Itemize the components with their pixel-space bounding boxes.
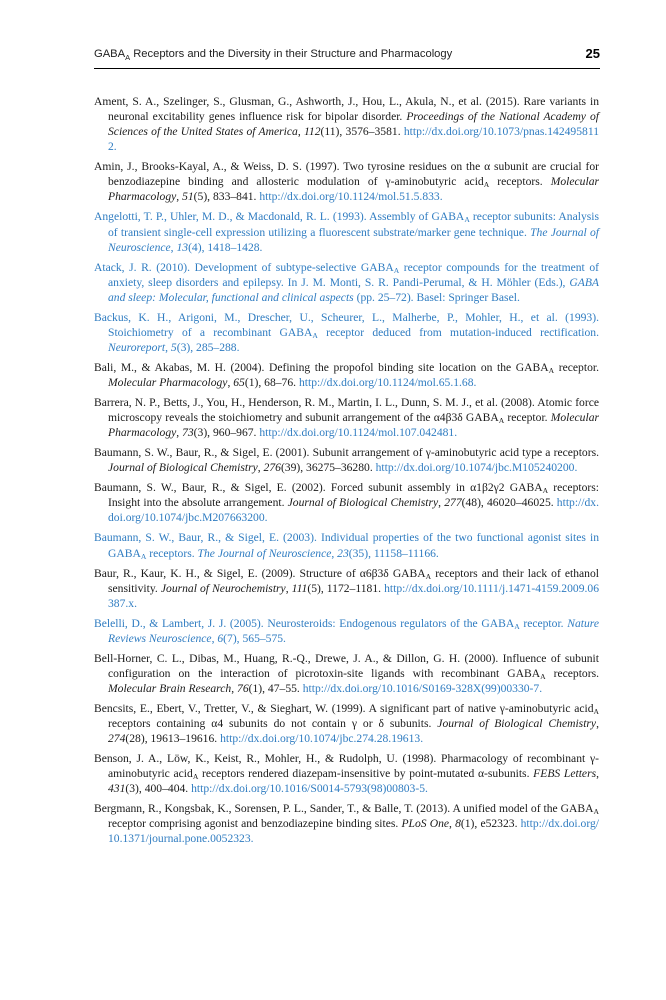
ref-end: . xyxy=(113,140,117,154)
ref-subscript: A xyxy=(542,486,549,496)
page-number: 25 xyxy=(585,46,600,61)
ref-rest: (39), 36275–36280. xyxy=(280,461,376,475)
ref-journal: Journal of Biological Chemistry xyxy=(108,461,258,475)
ref-text: Atack, J. R. (2010). Development of subtype-selective GABA xyxy=(94,260,394,274)
ref-sep: , xyxy=(170,240,177,254)
ref-rest: (5), 833–841. xyxy=(193,190,260,204)
ref-text: Baumann, S. W., Baur, R., & Sigel, E. (2001). Subunit arrangement of γ-aminobutyric acid type a receptors. xyxy=(94,446,599,460)
ref-text: receptor. xyxy=(504,411,551,425)
ref-text: Benson, J. A., Löw, K., Keist, R., Mohler, H., & Rudolph, U. (1998). Pharmacology of recombinant γ-aminobutyric acid xyxy=(94,752,599,781)
running-title xyxy=(94,48,452,62)
ref-text: Bell-Horner, C. L., Dibas, M., Huang, R.-Q., Drewe, J. A., & Dillon, G. H. (2000). Influence of subunit configuration on the interaction of picrotoxin-site ligands with recombinant GABA xyxy=(94,651,599,680)
reference-baur xyxy=(94,566,599,611)
running-title-sub: A xyxy=(125,53,131,63)
ref-rest: (35), 11158–11166. xyxy=(348,546,439,560)
reference-angelotti[interactable] xyxy=(94,209,599,254)
ref-end: . xyxy=(473,376,477,390)
ref-rest: (1), e52323. xyxy=(460,817,521,831)
ref-end: . xyxy=(420,732,424,746)
reference-ament xyxy=(94,94,599,154)
running-title-pre: GABA xyxy=(94,48,126,60)
ref-volume: 65 xyxy=(233,376,245,390)
doi-link[interactable]: http://dx.doi.org/10.1074/jbc.M207663200 xyxy=(108,496,599,525)
ref-subscript: A xyxy=(464,215,470,225)
ref-sep: , xyxy=(176,190,183,204)
ref-text: receptor compounds for the treatment of anxiety, sleep disorders and epilepsy. In J. M. Monti, S. R. Pandi-Perumal, & H. Möhler (Eds.), xyxy=(108,260,599,289)
reference-bergmann xyxy=(94,801,599,846)
ref-volume: 5 xyxy=(170,340,177,354)
ref-rest: (pp. 25–72). Basel: Springer Basel. xyxy=(353,290,520,304)
reference-bali xyxy=(94,360,599,390)
ref-journal: Neuroreport xyxy=(108,340,166,354)
reference-benson xyxy=(94,751,599,796)
doi-link[interactable]: http://dx.doi.org/10.1124/mol.51.5.833 xyxy=(259,190,440,204)
ref-journal: Proceedings of the National Academy of Sciences of the United States of America xyxy=(108,110,599,139)
ref-text: Bencsits, E., Ebert, V., Tretter, V., & Sieghart, W. (1999). A significant part of native γ-aminobutyric acid xyxy=(94,701,594,715)
ref-sep: , xyxy=(438,496,445,510)
doi-link[interactable]: http://dx.doi.org/10.1073/pnas.1424958112 xyxy=(108,125,599,154)
doi-link[interactable]: http://dx.doi.org/10.1074/jbc.M105240200 xyxy=(375,461,575,475)
ref-text: Angelotti, T. P., Uhler, M. D., & Macdonald, R. L. (1993). Assembly of GABA xyxy=(94,210,465,224)
ref-volume: 112 xyxy=(303,125,321,139)
reference-baumann-2002 xyxy=(94,480,599,525)
ref-text: receptors: Insight into the absolute arrangement. xyxy=(108,481,599,510)
doi-link[interactable]: http://dx.doi.org/10.1111/j.1471-4159.2009.06387.x xyxy=(108,581,599,610)
ref-rest: (7), 565–575. xyxy=(223,631,286,645)
ref-end: . xyxy=(425,782,428,796)
ref-volume: 13 xyxy=(176,240,189,254)
ref-subscript: A xyxy=(548,365,555,375)
ref-end: . xyxy=(264,511,268,525)
ref-volume: 431 xyxy=(108,782,126,796)
ref-text: receptors. xyxy=(146,546,198,560)
ref-subscript: A xyxy=(593,807,599,817)
ref-subscript: A xyxy=(312,330,318,340)
ref-volume: 111 xyxy=(291,581,308,595)
ref-text: receptors and their lack of ethanol sensitivity. xyxy=(108,566,599,595)
reference-list xyxy=(94,94,599,851)
ref-end: . xyxy=(539,681,543,695)
reference-bencsits xyxy=(94,701,599,746)
ref-sep: , xyxy=(449,817,456,831)
doi-link[interactable]: http://dx.doi.org/10.1124/mol.107.042481 xyxy=(259,426,455,440)
ref-subscript: A xyxy=(140,551,147,561)
ref-text: receptors rendered diazepam-insensitive by point-mutated α-subunits. xyxy=(198,767,534,781)
ref-rest: (28), 19613–19616. xyxy=(125,732,221,746)
ref-subscript: A xyxy=(514,621,520,631)
reference-barrera xyxy=(94,395,599,440)
ref-rest: (4), 1418–1428. xyxy=(188,240,263,254)
ref-sep: , xyxy=(165,340,171,354)
reference-bell-horner xyxy=(94,651,599,696)
ref-journal: FEBS Letters xyxy=(533,767,597,781)
ref-volume: 8 xyxy=(455,817,461,831)
ref-journal: The Journal of Neuroscience xyxy=(108,225,599,254)
ref-text: receptors containing α4 subunits do not contain γ or δ subunits. xyxy=(108,717,438,731)
ref-volume: 23 xyxy=(337,546,349,560)
ref-volume: 76 xyxy=(237,681,249,695)
ref-subscript: A xyxy=(393,265,400,275)
ref-journal: Nature Reviews Neuroscience xyxy=(108,616,600,645)
ref-journal: The Journal of Neuroscience xyxy=(197,546,332,560)
ref-sep: , xyxy=(596,767,599,781)
ref-volume: 276 xyxy=(263,461,281,475)
ref-journal: Molecular Brain Research xyxy=(108,681,232,695)
ref-sep: , xyxy=(596,717,599,731)
running-header xyxy=(94,46,600,69)
ref-end: . xyxy=(134,596,137,610)
ref-rest: (3), 285–288. xyxy=(176,340,240,354)
ref-sep: , xyxy=(231,681,238,695)
ref-sep: , xyxy=(176,426,183,440)
doi-link[interactable]: http://dx.doi.org/10.1124/mol.65.1.68 xyxy=(298,376,474,390)
ref-text: receptor. xyxy=(519,616,568,630)
ref-text: receptor comprising agonist and benzodiazepine binding sites. xyxy=(108,817,402,831)
ref-rest: (1), 47–55. xyxy=(248,681,303,695)
reference-baumann-2003[interactable] xyxy=(94,530,599,560)
ref-volume: 274 xyxy=(108,732,126,746)
ref-rest: (1), 68–76. xyxy=(244,376,299,390)
reference-baumann-2001 xyxy=(94,445,599,475)
ref-sep: , xyxy=(297,125,304,139)
ref-volume: 277 xyxy=(444,496,462,510)
doi-link[interactable]: http://dx.doi.org/10.1074/jbc.274.28.19613 xyxy=(220,732,421,746)
ref-journal: Journal of Biological Chemistry xyxy=(287,496,439,510)
ref-journal: Molecular Pharmacology xyxy=(108,175,599,204)
ref-rest: (48), 46020–46025. xyxy=(461,496,557,510)
ref-sep: , xyxy=(257,461,264,475)
ref-journal: Journal of Biological Chemistry xyxy=(437,717,597,731)
ref-volume: 73 xyxy=(182,426,194,440)
ref-end: . xyxy=(574,461,578,475)
ref-subscript: A xyxy=(483,180,490,190)
ref-rest: (5), 1172–1181. xyxy=(307,581,385,595)
ref-volume: 51 xyxy=(182,190,194,204)
ref-text: receptors. xyxy=(489,175,551,189)
ref-sep: , xyxy=(227,376,234,390)
ref-text: Amin, J., Brooks-Kayal, A., & Weiss, D. S. (1997). Two tyrosine residues on the α subunit are crucial for benzodiazepine binding and allosteric modulation of γ-aminobutyric acid xyxy=(94,160,599,189)
ref-end: . xyxy=(250,832,254,846)
ref-sep: , xyxy=(331,546,338,560)
running-title-post: Receptors and the Diversity in their Structure and Pharmacology xyxy=(130,48,453,60)
ref-subscript: A xyxy=(498,416,505,426)
ref-book-title: GABA and sleep: Molecular, functional and clinical aspects xyxy=(108,275,599,304)
doi-link[interactable]: http://dx.doi.org/10.1371/journal.pone.0052323 xyxy=(108,817,599,846)
ref-rest: (3), 400–404. xyxy=(125,782,192,796)
doi-link[interactable]: http://dx.doi.org/10.1016/S0169-328X(99)00330-7 xyxy=(302,681,540,695)
ref-text: Baumann, S. W., Baur, R., & Sigel, E. (2003). Individual properties of the two functional agonist sites in GABA xyxy=(94,531,599,560)
ref-text: receptor subunits: Analysis of transient single-cell expression utilizing a fluorescent substrate/marker gene technique. xyxy=(108,210,599,239)
ref-subscript: A xyxy=(593,706,599,716)
ref-journal: PLoS One xyxy=(401,817,450,831)
ref-text: receptor. xyxy=(554,360,599,374)
ref-subscript: A xyxy=(425,571,432,581)
ref-text: Bali, M., & Akabas, M. H. (2004). Defining the propofol binding site location on the GABA xyxy=(94,360,549,374)
reference-backus[interactable] xyxy=(94,310,599,355)
reference-amin xyxy=(94,159,599,204)
reference-belelli[interactable] xyxy=(94,616,599,646)
ref-text: Bergmann, R., Kongsbak, K., Sorensen, P. L., Sander, T., & Balle, T. (2013). A unified model of the GABA xyxy=(94,802,594,816)
ref-sep: , xyxy=(285,581,292,595)
doi-link[interactable]: http://dx.doi.org/10.1016/S0014-5793(98)00803-5 xyxy=(191,782,426,796)
ref-subscript: A xyxy=(192,772,199,782)
ref-volume: 6 xyxy=(217,631,224,645)
ref-text: Ament, S. A., Szelinger, S., Glusman, G., Ashworth, J., Hou, L., Akula, N., et al. (2015). Rare variants in neuronal excitability genes influence risk for bipolar disorder. xyxy=(94,95,599,124)
ref-text: receptors. xyxy=(545,666,599,680)
ref-rest: (11), 3576–3581. xyxy=(320,125,404,139)
ref-journal: Molecular Pharmacology xyxy=(108,376,228,390)
reference-atack[interactable] xyxy=(94,260,599,305)
ref-end: . xyxy=(454,426,458,440)
ref-text: Baur, R., Kaur, K. H., & Sigel, E. (2009). Structure of α6β3δ GABA xyxy=(94,566,426,580)
ref-end: . xyxy=(439,190,443,204)
ref-text: receptor deduced from mutation-induced rectification. xyxy=(317,325,599,339)
ref-subscript: A xyxy=(540,671,546,681)
ref-journal: Molecular Pharmacology xyxy=(108,411,600,440)
ref-text: Backus, K. H., Arigoni, M., Drescher, U., Scheurer, L., Malherbe, P., Mohler, H., et al. (1993). Stoichiometry of a recombinant GABA xyxy=(94,310,599,339)
ref-text: Belelli, D., & Lambert, J. J. (2005). Neurosteroids: Endogenous regulators of the GABA xyxy=(94,616,515,630)
ref-text: Baumann, S. W., Baur, R., & Sigel, E. (2002). Forced subunit assembly in α1β2γ2 GABA xyxy=(94,481,543,495)
ref-journal: Journal of Neurochemistry xyxy=(160,581,286,595)
ref-rest: (3), 960–967. xyxy=(193,426,260,440)
ref-sep: , xyxy=(211,631,218,645)
ref-text: Barrera, N. P., Betts, J., You, H., Henderson, R. M., Martin, I. L., Dunn, S. M. J., et al. (2008). Atomic force microscopy reveals the stoichiometry and subunit arrangement of the α4β3δ GABA xyxy=(94,396,599,425)
